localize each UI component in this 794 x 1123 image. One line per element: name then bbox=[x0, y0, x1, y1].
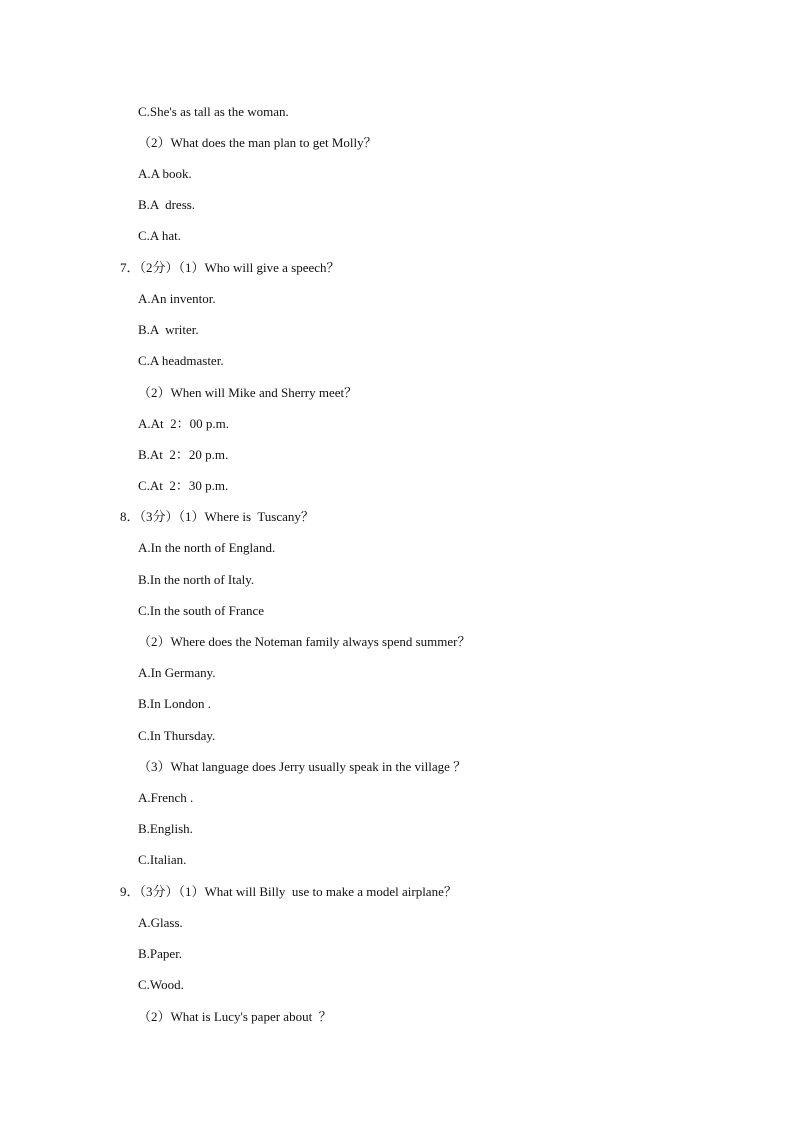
option-c-line: C.At 2：30 p.m. bbox=[138, 478, 229, 493]
option-c-line: C.A headmaster. bbox=[138, 353, 224, 368]
option-b-line: B.In London . bbox=[138, 696, 211, 711]
option-c-line: C.In the south of France bbox=[138, 603, 265, 618]
option-a-line: A.At 2：00 p.m. bbox=[138, 416, 230, 431]
option-b-line: B.A writer. bbox=[138, 322, 199, 337]
question-8-line: 8．（3分）（1）Where is Tuscany？ bbox=[120, 509, 314, 524]
subquestion-line: （2）When will Mike and Sherry meet？ bbox=[138, 385, 358, 400]
option-a-line: A.An inventor. bbox=[138, 291, 216, 306]
option-c-line: C.Wood. bbox=[138, 977, 184, 992]
option-a-line: A.French . bbox=[138, 790, 194, 805]
option-a-line: A.In the north of England. bbox=[138, 540, 276, 555]
option-c-line: C.She's as tall as the woman. bbox=[138, 104, 289, 119]
option-b-line: B.At 2：20 p.m. bbox=[138, 447, 229, 462]
option-b-line: B.In the north of Italy. bbox=[138, 572, 255, 587]
question-9-line: 9．（3分）（1）What will Billy use to make a model airplane？ bbox=[120, 884, 457, 899]
option-b-line: B.English. bbox=[138, 821, 193, 836]
option-c-line: C.A hat. bbox=[138, 228, 181, 243]
option-c-line: C.In Thursday. bbox=[138, 728, 216, 743]
subquestion-line: （2）Where does the Noteman family always spend summer？ bbox=[138, 634, 471, 649]
option-a-line: A.A book. bbox=[138, 166, 192, 181]
question-7-line: 7．（2分）（1）Who will give a speech？ bbox=[120, 260, 340, 275]
option-b-line: B.A dress. bbox=[138, 197, 196, 212]
option-a-line: A.In Germany. bbox=[138, 665, 216, 680]
option-c-line: C.Italian. bbox=[138, 852, 187, 867]
option-b-line: B.Paper. bbox=[138, 946, 183, 961]
subquestion-line: （2）What is Lucy's paper about ？ bbox=[138, 1009, 332, 1024]
subquestion-line: （2）What does the man plan to get Molly？ bbox=[138, 135, 377, 150]
option-a-line: A.Glass. bbox=[138, 915, 183, 930]
subquestion-line: （3）What language does Jerry usually speak in the village ？ bbox=[138, 759, 467, 774]
